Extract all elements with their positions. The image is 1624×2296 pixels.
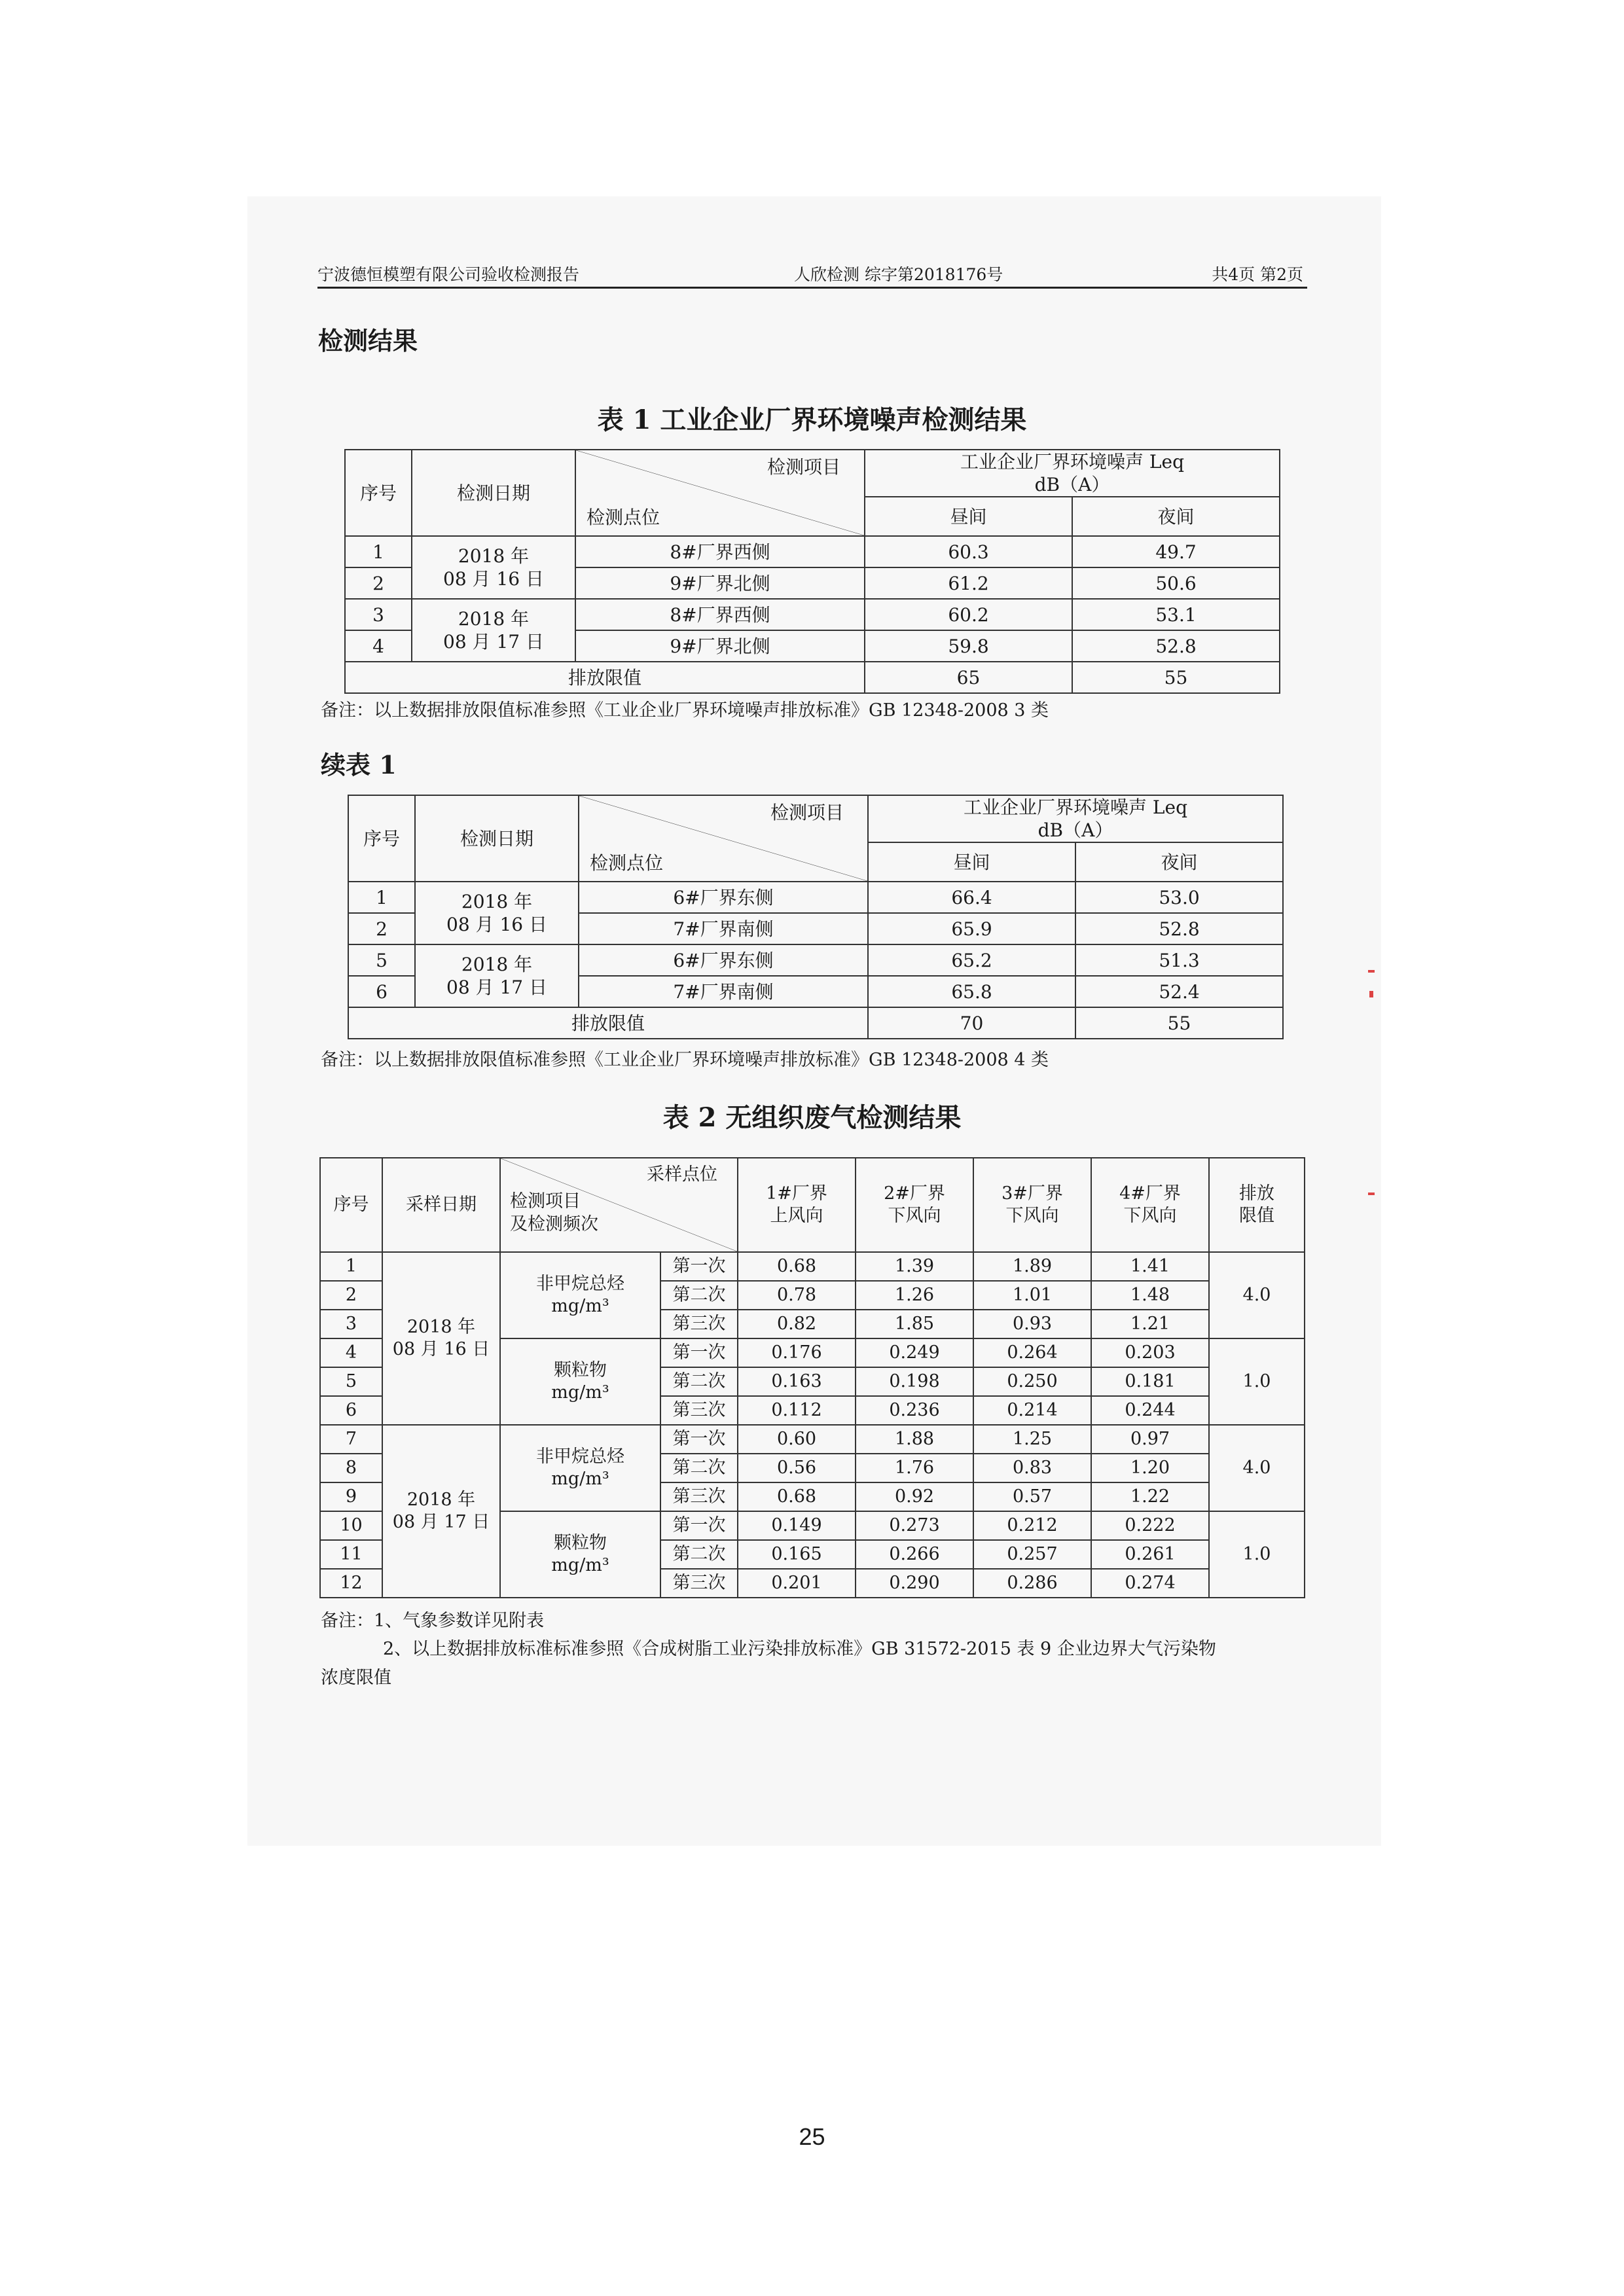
table-cell: 0.93 [973, 1310, 1091, 1338]
table-cell: 0.163 [738, 1367, 856, 1396]
table-cell: 61.2 [865, 567, 1072, 599]
table1b-limit-night: 55 [1075, 1007, 1283, 1039]
table-cell: 66.4 [868, 882, 1075, 913]
table1-date-2: 2018 年 08 月 17 日 [412, 599, 575, 662]
page-number: 25 [799, 2123, 825, 2150]
table-cell: 第二次 [660, 1281, 738, 1310]
table1-col-seq: 序号 [345, 450, 412, 536]
table-cell: 第一次 [660, 1252, 738, 1281]
table-cell: 第三次 [660, 1396, 738, 1425]
table-cell: 1.48 [1091, 1281, 1209, 1310]
table-cell: 12 [320, 1569, 382, 1598]
header-page: 共4页 第2页 [1212, 265, 1303, 284]
table2-limit-nmhc-1: 4.0 [1209, 1252, 1305, 1338]
table-cell: 0.92 [856, 1482, 973, 1511]
table1-limit-day: 65 [865, 662, 1072, 693]
stamp-mark [1368, 970, 1375, 973]
table-cell: 1.22 [1091, 1482, 1209, 1511]
table-cell: 11 [320, 1540, 382, 1569]
table2-item-pm-1: 颗粒物 mg/m³ [500, 1338, 660, 1425]
table-cell: 0.257 [973, 1540, 1091, 1569]
stamp-mark [1368, 1193, 1375, 1195]
table2 [319, 1157, 1305, 1598]
table-cell: 0.198 [856, 1367, 973, 1396]
table-cell: 0.222 [1091, 1511, 1209, 1540]
table-cell: 51.3 [1075, 944, 1283, 976]
table1b-col-day: 昼间 [868, 842, 1075, 882]
table1b-col-seq: 序号 [348, 795, 415, 882]
table1-diag-bottom: 检测点位 [586, 507, 660, 528]
table1b-note: 备注：以上数据排放限值标准参照《工业企业厂界环境噪声排放标准》GB 12348-2008 4 类 [321, 1050, 1049, 1070]
table-cell: 0.60 [738, 1425, 856, 1454]
table-cell: 0.274 [1091, 1569, 1209, 1598]
table-cell: 3 [320, 1310, 382, 1338]
table2-col-point4: 4#厂界 下风向 [1091, 1158, 1209, 1252]
table-cell: 1.21 [1091, 1310, 1209, 1338]
table-cell: 0.56 [738, 1454, 856, 1482]
table-cell: 6#厂界东侧 [579, 944, 868, 976]
table-cell: 1 [320, 1252, 382, 1281]
header-report-no: 人欣检测 综字第2018176号 [794, 265, 1003, 284]
table-cell: 7 [320, 1425, 382, 1454]
table-cell: 第一次 [660, 1425, 738, 1454]
table-cell: 0.266 [856, 1540, 973, 1569]
table-cell: 53.1 [1072, 599, 1280, 630]
table-cell: 50.6 [1072, 567, 1280, 599]
table-cell: 1.20 [1091, 1454, 1209, 1482]
table-cell: 0.78 [738, 1281, 856, 1310]
table-cell: 2 [348, 913, 415, 944]
table-cell: 0.97 [1091, 1425, 1209, 1454]
table1b-diag-top: 检测项目 [770, 802, 844, 823]
table1b-date-2: 2018 年 08 月 17 日 [415, 944, 579, 1007]
table2-col-date: 采样日期 [382, 1158, 500, 1252]
table2-limit-pm-1: 1.0 [1209, 1338, 1305, 1425]
table-cell: 10 [320, 1511, 382, 1540]
table-cell: 60.2 [865, 599, 1072, 630]
table-cell: 5 [348, 944, 415, 976]
table-cell: 0.273 [856, 1511, 973, 1540]
table1-group-header: 工业企业厂界环境噪声 Leq dB（A） [865, 450, 1280, 497]
table1b-limit-day: 70 [868, 1007, 1075, 1039]
table-cell: 8#厂界西侧 [575, 599, 865, 630]
table-cell: 1.88 [856, 1425, 973, 1454]
table-cell: 6 [320, 1396, 382, 1425]
table1-col-night: 夜间 [1072, 497, 1280, 536]
table2-limit-nmhc-2: 4.0 [1209, 1425, 1305, 1511]
table-cell: 9 [320, 1482, 382, 1511]
table-cell: 4 [320, 1338, 382, 1367]
table1b-group-header: 工业企业厂界环境噪声 Leq dB（A） [868, 795, 1283, 842]
table-cell: 0.249 [856, 1338, 973, 1367]
table1-title: 表 1 工业企业厂界环境噪声检测结果 [597, 404, 1027, 435]
table2-note-3: 浓度限值 [321, 1668, 391, 1688]
table-cell: 0.236 [856, 1396, 973, 1425]
table-cell: 0.83 [973, 1454, 1091, 1482]
table1-diag-header [575, 450, 865, 536]
table-cell: 第三次 [660, 1310, 738, 1338]
table1-diag-top: 检测项目 [767, 456, 840, 478]
table-cell: 1.76 [856, 1454, 973, 1482]
table-cell: 1 [348, 882, 415, 913]
table-cell: 第一次 [660, 1511, 738, 1540]
table-cell: 0.57 [973, 1482, 1091, 1511]
table1-col-day: 昼间 [865, 497, 1072, 536]
table-cell: 0.181 [1091, 1367, 1209, 1396]
table-cell: 2 [345, 567, 412, 599]
table-cell: 5 [320, 1367, 382, 1396]
table-cell: 3 [345, 599, 412, 630]
table2-col-point1: 1#厂界 上风向 [738, 1158, 856, 1252]
table1b-title: 续表 1 [321, 750, 397, 780]
table-cell: 49.7 [1072, 536, 1280, 567]
table-cell: 第二次 [660, 1454, 738, 1482]
table-cell: 第二次 [660, 1367, 738, 1396]
table-cell: 第一次 [660, 1338, 738, 1367]
table2-date-1: 2018 年 08 月 16 日 [382, 1252, 500, 1425]
table-cell: 53.0 [1075, 882, 1283, 913]
table2-diag-top: 采样点位 [647, 1164, 717, 1185]
table1b [348, 795, 1284, 1039]
table-cell: 0.244 [1091, 1396, 1209, 1425]
table-cell: 0.290 [856, 1569, 973, 1598]
table2-col-point3: 3#厂界 下风向 [973, 1158, 1091, 1252]
table2-date-2: 2018 年 08 月 17 日 [382, 1425, 500, 1598]
table-cell: 65.2 [868, 944, 1075, 976]
table2-item-nmhc-1: 非甲烷总烃 mg/m³ [500, 1252, 660, 1338]
table2-item-nmhc-2: 非甲烷总烃 mg/m³ [500, 1425, 660, 1511]
table-cell: 52.4 [1075, 976, 1283, 1007]
table-cell: 0.212 [973, 1511, 1091, 1540]
table-cell: 8#厂界西侧 [575, 536, 865, 567]
section-heading: 检测结果 [318, 326, 418, 355]
table-cell: 1.41 [1091, 1252, 1209, 1281]
table2-col-limit: 排放 限值 [1209, 1158, 1305, 1252]
table-cell: 第三次 [660, 1569, 738, 1598]
table-cell: 6 [348, 976, 415, 1007]
table1b-limit-label: 排放限值 [348, 1007, 868, 1039]
table-cell: 1.85 [856, 1310, 973, 1338]
table-cell: 0.68 [738, 1482, 856, 1511]
table-cell: 0.214 [973, 1396, 1091, 1425]
table-cell: 0.286 [973, 1569, 1091, 1598]
table-cell: 0.176 [738, 1338, 856, 1367]
table1b-diag-bottom: 检测点位 [590, 852, 664, 874]
table-cell: 0.68 [738, 1252, 856, 1281]
table2-limit-pm-2: 1.0 [1209, 1511, 1305, 1598]
table-cell: 59.8 [865, 630, 1072, 662]
table1b-col-date: 检测日期 [415, 795, 579, 882]
table-cell: 65.8 [868, 976, 1075, 1007]
table-cell: 0.112 [738, 1396, 856, 1425]
table-cell: 1.89 [973, 1252, 1091, 1281]
table-cell: 9#厂界北侧 [575, 630, 865, 662]
table1b-col-night: 夜间 [1075, 842, 1283, 882]
table-cell: 0.264 [973, 1338, 1091, 1367]
table1-note: 备注：以上数据排放限值标准参照《工业企业厂界环境噪声排放标准》GB 12348-2008 3 类 [321, 700, 1049, 721]
table-cell: 0.261 [1091, 1540, 1209, 1569]
table-cell: 9#厂界北侧 [575, 567, 865, 599]
table-cell: 0.165 [738, 1540, 856, 1569]
table-cell: 1.26 [856, 1281, 973, 1310]
table-cell: 0.203 [1091, 1338, 1209, 1367]
table1b-date-1: 2018 年 08 月 16 日 [415, 882, 579, 944]
table-cell: 60.3 [865, 536, 1072, 567]
table-cell: 1.25 [973, 1425, 1091, 1454]
table1-limit-night: 55 [1072, 662, 1280, 693]
table-cell: 1 [345, 536, 412, 567]
table-cell: 8 [320, 1454, 382, 1482]
table1-date-1: 2018 年 08 月 16 日 [412, 536, 575, 599]
table1-limit-label: 排放限值 [345, 662, 865, 693]
table2-col-seq: 序号 [320, 1158, 382, 1252]
table2-diag-bottom: 检测项目 及检测频次 [510, 1191, 598, 1235]
table-cell: 0.82 [738, 1310, 856, 1338]
table-cell: 65.9 [868, 913, 1075, 944]
table-cell: 52.8 [1072, 630, 1280, 662]
table-cell: 4 [345, 630, 412, 662]
table2-note-1: 备注：1、气象参数详见附表 [321, 1611, 545, 1631]
table-cell: 7#厂界南侧 [579, 976, 868, 1007]
table-cell: 第二次 [660, 1540, 738, 1569]
table2-note-2: 2、以上数据排放标准标准参照《合成树脂工业污染排放标准》GB 31572-2015 表 9 企业边界大气污染物 [383, 1639, 1216, 1659]
table1-col-date: 检测日期 [412, 450, 575, 536]
table-cell: 1.01 [973, 1281, 1091, 1310]
table2-title: 表 2 无组织废气检测结果 [662, 1102, 962, 1133]
table1 [344, 449, 1280, 694]
table1b-diag-header [579, 795, 868, 882]
table-cell: 52.8 [1075, 913, 1283, 944]
table-cell: 2 [320, 1281, 382, 1310]
table2-diag-header [500, 1158, 738, 1252]
header-company: 宁波德恒模塑有限公司验收检测报告 [317, 265, 580, 284]
table2-col-point2: 2#厂界 下风向 [856, 1158, 973, 1252]
table-cell: 6#厂界东侧 [579, 882, 868, 913]
report-header [317, 260, 1307, 289]
table-cell: 0.250 [973, 1367, 1091, 1396]
table-cell: 0.149 [738, 1511, 856, 1540]
stamp-mark [1369, 991, 1373, 997]
table-cell: 7#厂界南侧 [579, 913, 868, 944]
table2-item-pm-2: 颗粒物 mg/m³ [500, 1511, 660, 1598]
table-cell: 1.39 [856, 1252, 973, 1281]
table-cell: 第三次 [660, 1482, 738, 1511]
table-cell: 0.201 [738, 1569, 856, 1598]
